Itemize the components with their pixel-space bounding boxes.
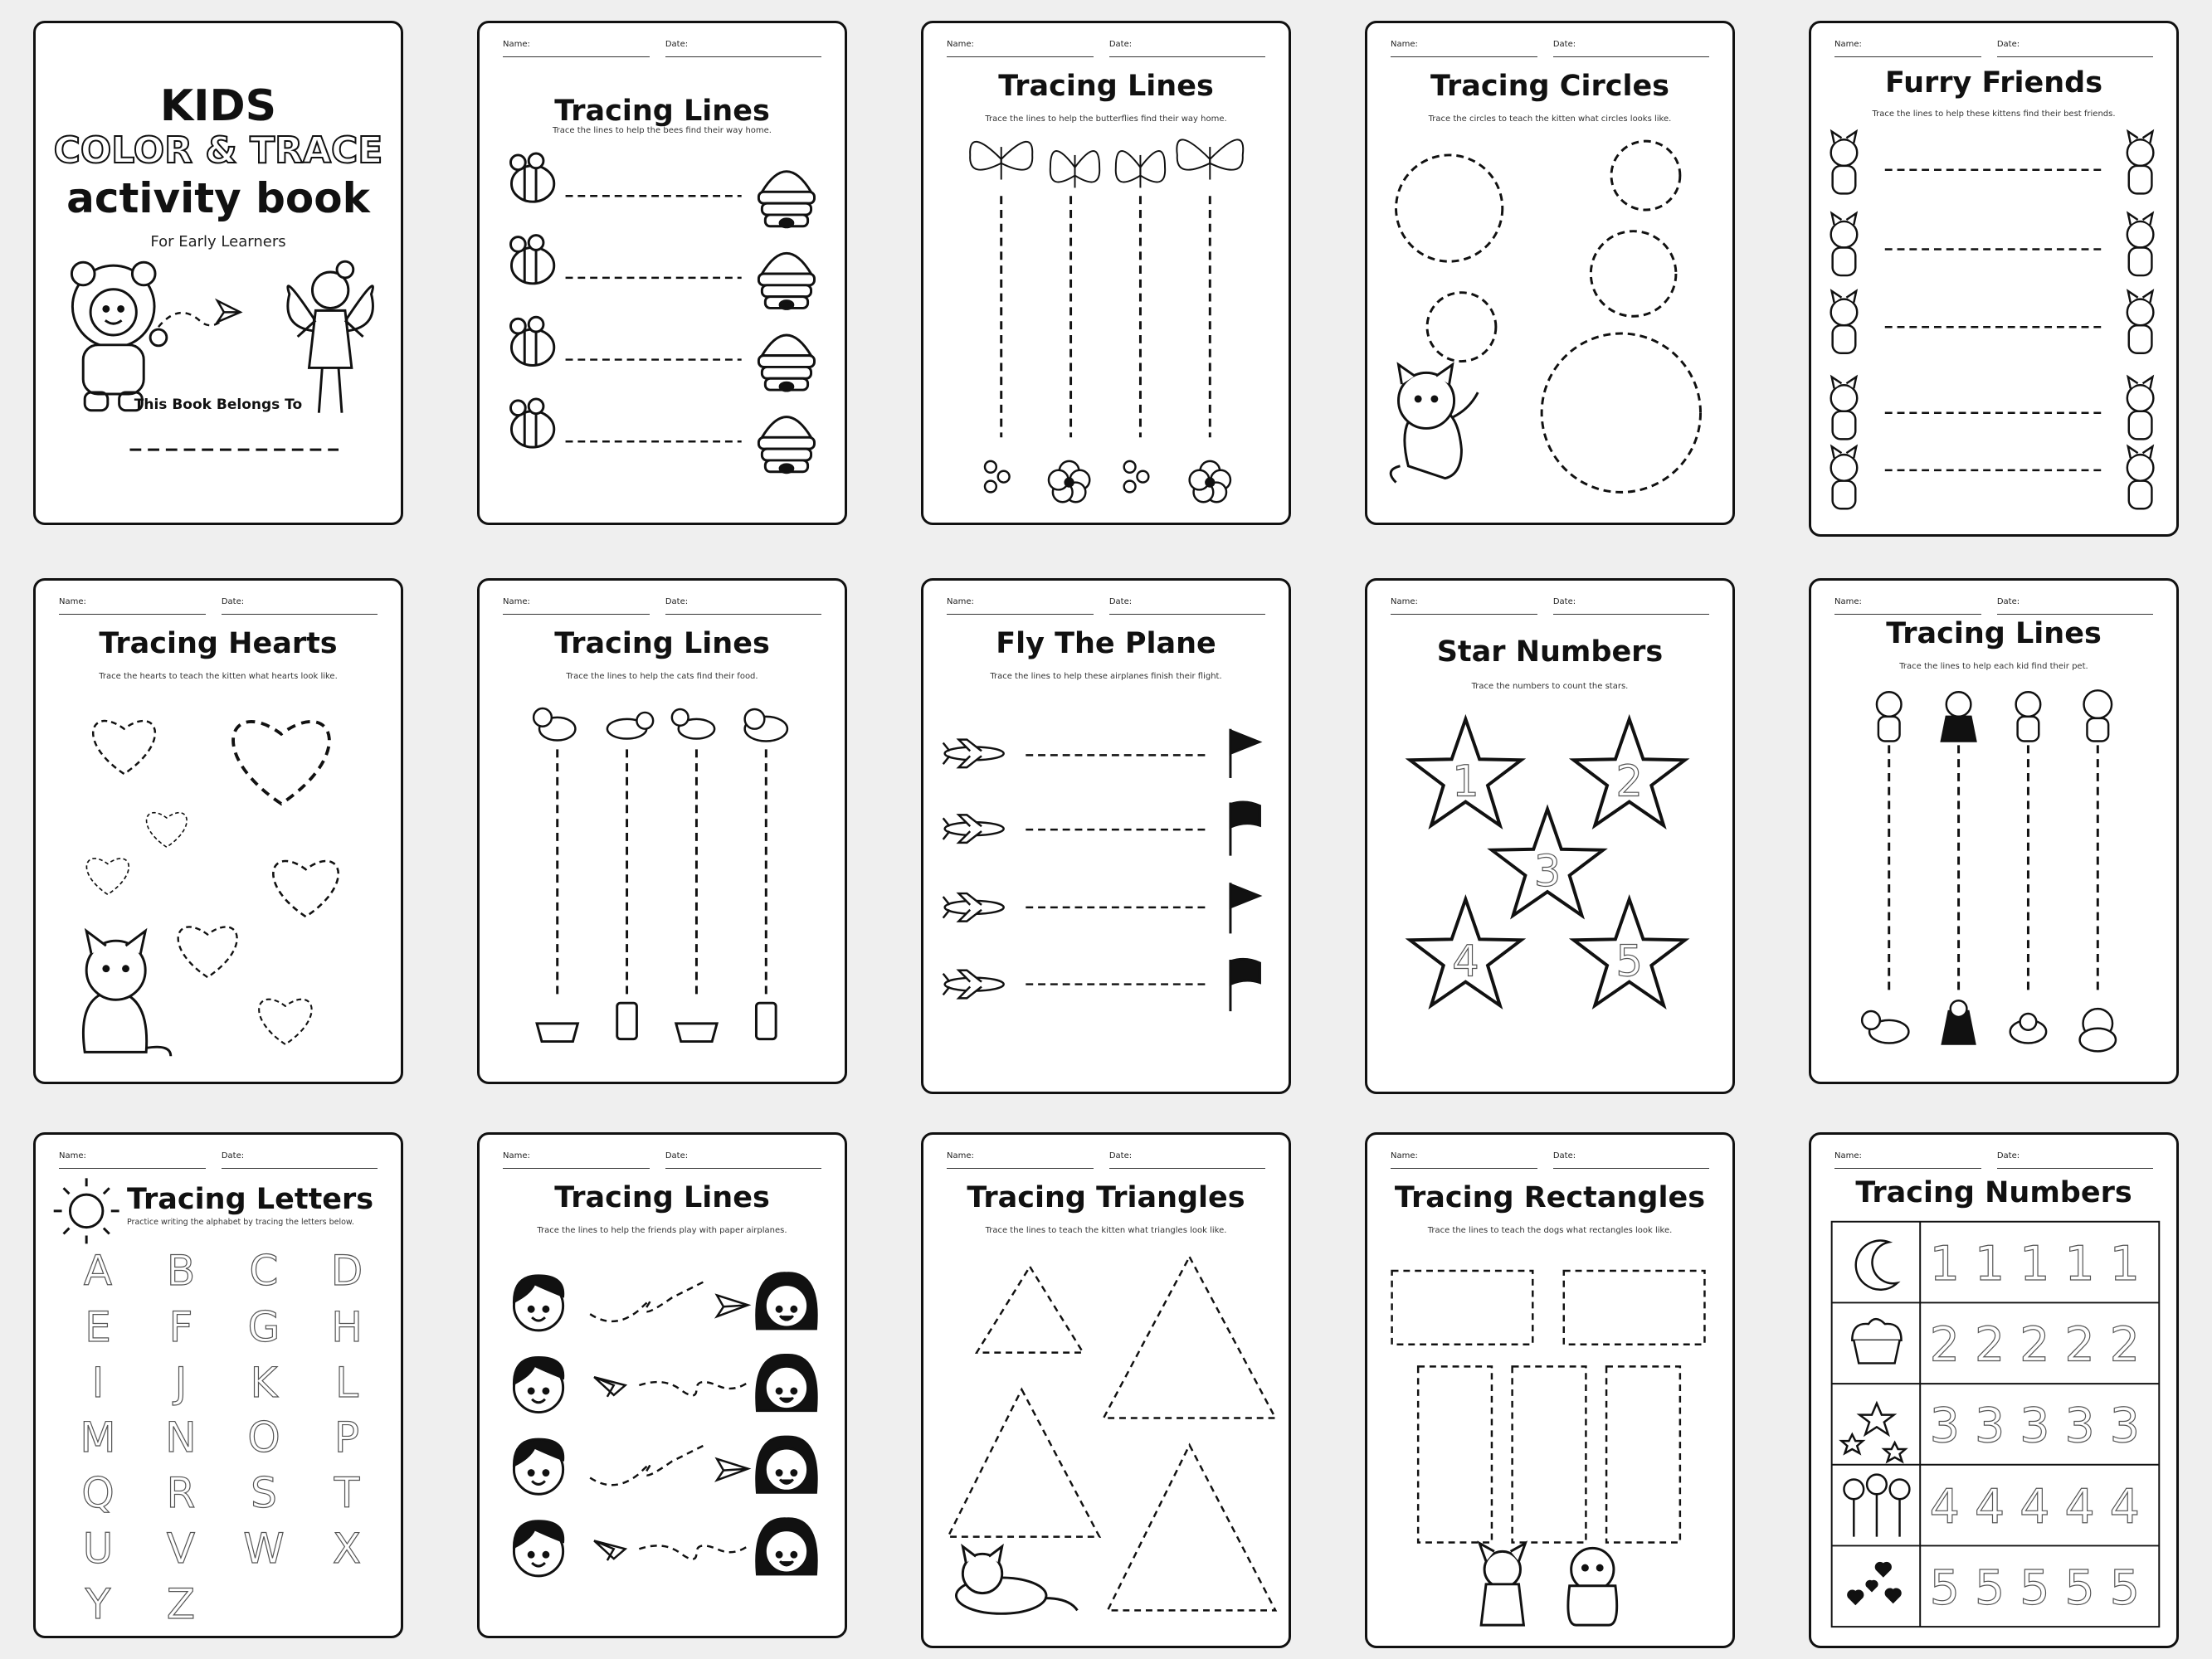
page-title: Tracing Lines <box>998 70 1214 103</box>
kittens-to-friends-art <box>1811 23 2176 534</box>
kitten-icon <box>1831 131 2154 508</box>
cat-icon <box>534 708 787 741</box>
date-label: Date: <box>1996 597 2020 606</box>
number-row-1-d: 1 <box>2064 1236 2095 1292</box>
cats-to-food-art <box>480 581 845 1082</box>
number-row-3-b: 3 <box>1974 1399 2005 1454</box>
date-label: Date: <box>1552 597 1576 606</box>
number-row-5-e: 5 <box>2109 1560 2141 1616</box>
paper-plane-icon <box>594 1295 748 1560</box>
girl-face-icon <box>757 1273 817 1574</box>
dashed-rectangle <box>1392 1271 1705 1543</box>
page-instruction: Trace the lines to help each kid find their pet. <box>1899 662 2088 671</box>
name-label: Name: <box>59 1151 86 1160</box>
page-title: Tracing Lines <box>554 627 770 660</box>
name-label: Name: <box>947 40 974 49</box>
worksheet-tracing-lines-kids-pets <box>1809 578 2179 1084</box>
worksheet-tracing-hearts <box>33 578 403 1084</box>
date-label: Date: <box>1108 597 1133 606</box>
name-label: Name: <box>1834 40 1862 49</box>
worksheet-furry-friends <box>1809 21 2179 537</box>
cover-title-color-trace: COLOR & TRACE <box>53 129 383 172</box>
cover-title-kids: KIDS <box>159 81 277 131</box>
date-label: Date: <box>665 1151 689 1160</box>
worksheet-tracing-lines-paper-airplanes <box>477 1132 847 1638</box>
lollipop-icon <box>1844 1475 1909 1537</box>
page-instruction: Trace the lines to help these kittens find their best friends. <box>1872 109 2116 119</box>
page-title: Tracing Numbers <box>1855 1176 2132 1209</box>
planes-to-flags-art <box>923 581 1289 1092</box>
name-label: Name: <box>1391 597 1418 606</box>
page-instruction: Trace the hearts to teach the kitten what hearts look like. <box>99 672 338 681</box>
airplane-icon <box>943 740 1004 999</box>
number-row-4-e: 4 <box>2109 1479 2141 1535</box>
page-title: Tracing Letters <box>127 1183 374 1216</box>
number-row-3-e: 3 <box>2109 1399 2141 1454</box>
letter-t: T <box>334 1469 360 1517</box>
letter-k: K <box>250 1359 278 1407</box>
bees-to-hives-art <box>480 23 845 523</box>
paper-plane-icon <box>217 301 241 323</box>
letter-v: V <box>166 1525 196 1573</box>
number-row-4-d: 4 <box>2064 1479 2095 1535</box>
worksheet-tracing-lines-butterflies <box>921 21 1291 525</box>
dog-icon <box>1479 1543 1617 1625</box>
dashed-swirl <box>590 1282 749 1559</box>
page-instruction: Trace the lines to help these airplanes finish their flight. <box>990 672 1222 681</box>
name-label: Name: <box>947 597 974 606</box>
number-row-5-a: 5 <box>1929 1560 1961 1616</box>
kitten-icon <box>83 931 170 1056</box>
food-bowl-icon <box>537 1003 776 1041</box>
cover-subtitle: For Early Learners <box>150 233 286 251</box>
letter-z: Z <box>166 1580 196 1628</box>
page-instruction: Trace the lines to help the butterflies find their way home. <box>985 114 1227 124</box>
page-instruction: Practice writing the alphabet by tracing the letters below. <box>127 1218 354 1227</box>
beehive-icon <box>758 172 814 473</box>
date-label: Date: <box>1996 1151 2020 1160</box>
number-row-2-b: 2 <box>1974 1317 2005 1373</box>
star-number-2: 2 <box>1615 757 1644 807</box>
rectangles-art <box>1367 1135 1732 1646</box>
worksheet-tracing-triangles <box>921 1132 1291 1648</box>
dashed-path <box>158 313 226 327</box>
trace-lines <box>1889 745 2098 990</box>
star-number-5: 5 <box>1615 937 1644 987</box>
number-row-5-d: 5 <box>2064 1560 2095 1616</box>
number-row-4-b: 4 <box>1974 1479 2005 1535</box>
fairy-icon <box>288 261 373 413</box>
kids-to-pets-art <box>1811 581 2176 1082</box>
hearts-art <box>36 581 401 1082</box>
worksheet-tracing-letters <box>33 1132 403 1638</box>
worksheet-tracing-circles <box>1365 21 1735 525</box>
worksheet-tracing-lines-bees <box>477 21 847 525</box>
letter-f: F <box>168 1303 193 1351</box>
number-row-2-d: 2 <box>2064 1317 2095 1373</box>
date-label: Date: <box>1552 1151 1576 1160</box>
number-row-2-c: 2 <box>2020 1317 2050 1373</box>
name-label: Name: <box>503 40 530 49</box>
number-row-2-e: 2 <box>2109 1317 2141 1373</box>
worksheet-tracing-lines-cats <box>477 578 847 1084</box>
page-instruction: Trace the circles to teach the kitten what circles looks like. <box>1428 114 1672 124</box>
letter-b: B <box>166 1247 196 1295</box>
name-label: Name: <box>1834 1151 1862 1160</box>
letter-m: M <box>80 1413 116 1462</box>
star-number-1: 1 <box>1452 757 1479 807</box>
date-label: Date: <box>221 1151 245 1160</box>
stars-icon <box>1842 1404 1906 1462</box>
friends-paper-airplanes-art <box>480 1135 845 1636</box>
page-instruction: Trace the lines to teach the kitten what triangles look like. <box>985 1226 1227 1235</box>
name-label: Name: <box>1391 1151 1418 1160</box>
page-title: Fly The Plane <box>996 627 1216 660</box>
date-label: Date: <box>221 597 245 606</box>
date-label: Date: <box>665 597 689 606</box>
letter-l: L <box>335 1359 358 1407</box>
date-label: Date: <box>1108 40 1133 49</box>
letter-e: E <box>85 1303 111 1351</box>
page-title: Tracing Circles <box>1430 70 1670 103</box>
page-instruction: Trace the numbers to count the stars. <box>1471 682 1629 691</box>
worksheet-tracing-rectangles <box>1365 1132 1735 1648</box>
letter-x: X <box>332 1525 362 1573</box>
number-row-5-b: 5 <box>1974 1560 2005 1616</box>
triangles-art <box>923 1135 1289 1646</box>
trace-lines <box>1026 755 1206 984</box>
date-label: Date: <box>665 40 689 49</box>
number-row-1-a: 1 <box>1929 1236 1961 1292</box>
number-row-3-c: 3 <box>2020 1399 2050 1454</box>
letter-h: H <box>331 1303 363 1351</box>
page-title: Tracing Lines <box>554 95 770 128</box>
letter-p: P <box>334 1413 360 1462</box>
letter-r: R <box>166 1469 196 1517</box>
worksheet-star-numbers <box>1365 578 1735 1094</box>
cover-page <box>33 21 403 525</box>
star-number-4: 4 <box>1452 937 1479 987</box>
letter-n: N <box>165 1413 197 1462</box>
letter-s: S <box>251 1469 277 1517</box>
number-row-3-a: 3 <box>1929 1399 1961 1454</box>
numbers-grid-art <box>1811 1135 2176 1646</box>
star-number-3: 3 <box>1533 847 1562 898</box>
name-label: Name: <box>1834 597 1862 606</box>
number-row-3-d: 3 <box>2064 1399 2095 1454</box>
number-row-2-a: 2 <box>1929 1317 1961 1373</box>
name-label: Name: <box>503 1151 530 1160</box>
kitten-icon <box>1391 364 1478 482</box>
page-title: Furry Friends <box>1884 66 2103 100</box>
trace-lines <box>566 196 742 441</box>
cover-belongs-to: This Book Belongs To <box>134 397 303 413</box>
butterflies-to-flowers-art <box>923 23 1289 523</box>
page-title: Star Numbers <box>1436 635 1664 669</box>
date-label: Date: <box>1552 40 1576 49</box>
cover-title-activity-book: activity book <box>66 174 370 222</box>
row-icon <box>1842 1241 1910 1604</box>
butterfly-icon <box>970 139 1243 187</box>
name-label: Name: <box>947 1151 974 1160</box>
letter-g: G <box>247 1303 280 1351</box>
date-label: Date: <box>1996 40 2020 49</box>
letter-o: O <box>247 1413 280 1462</box>
name-label: Name: <box>1391 40 1418 49</box>
cover-illustration <box>36 23 401 523</box>
page-title: Tracing Triangles <box>967 1181 1245 1214</box>
kitten-icon <box>956 1546 1077 1613</box>
sun-icon <box>54 1178 119 1243</box>
moon-icon <box>1856 1241 1898 1290</box>
number-row-4-c: 4 <box>2020 1479 2050 1535</box>
number-row-1-b: 1 <box>1974 1236 2005 1292</box>
hearts-icon <box>1848 1563 1900 1603</box>
letter-a: A <box>83 1247 113 1295</box>
page-instruction: Trace the lines to help the bees find their way home. <box>553 126 772 135</box>
letter-i: I <box>91 1359 105 1407</box>
kid-icon <box>1877 690 2112 741</box>
number-row-1-e: 1 <box>2109 1236 2141 1292</box>
letter-y: Y <box>85 1580 111 1628</box>
page-title: Tracing Lines <box>1886 617 2102 650</box>
cupcake-icon <box>1852 1319 1901 1363</box>
number-row-4-a: 4 <box>1929 1479 1961 1535</box>
flag-icon <box>1230 729 1260 1011</box>
page-instruction: Trace the lines to teach the dogs what rectangles look like. <box>1427 1226 1673 1235</box>
kid-bear-icon <box>71 262 166 411</box>
page-title: Tracing Rectangles <box>1394 1181 1706 1214</box>
worksheet-fly-the-plane <box>921 578 1291 1094</box>
letter-u: U <box>82 1525 114 1573</box>
number-row-1-c: 1 <box>2020 1236 2050 1292</box>
page-title: Tracing Hearts <box>99 627 338 660</box>
trace-lines <box>1001 196 1211 437</box>
letter-j: J <box>174 1359 188 1407</box>
page-instruction: Trace the lines to help the friends play with paper airplanes. <box>537 1226 787 1235</box>
name-label: Name: <box>503 597 530 606</box>
page-title: Tracing Lines <box>554 1181 770 1214</box>
letter-d: D <box>330 1247 363 1295</box>
number-row-5-c: 5 <box>2020 1560 2050 1616</box>
trace-lines <box>558 749 767 999</box>
letter-w: W <box>243 1525 285 1573</box>
boy-face-icon <box>514 1276 563 1576</box>
flower-icon <box>985 461 1230 502</box>
trace-lines <box>1885 170 2106 470</box>
stars-art <box>1367 581 1732 1092</box>
page-instruction: Trace the lines to help the cats find their food. <box>566 672 758 681</box>
date-label: Date: <box>1108 1151 1133 1160</box>
letter-q: Q <box>81 1469 114 1517</box>
name-label: Name: <box>59 597 86 606</box>
letter-c: C <box>249 1247 279 1295</box>
circles-art <box>1367 23 1732 523</box>
pet-icon <box>1862 1000 2116 1051</box>
bee-icon <box>510 153 553 447</box>
worksheet-tracing-numbers <box>1809 1132 2179 1648</box>
